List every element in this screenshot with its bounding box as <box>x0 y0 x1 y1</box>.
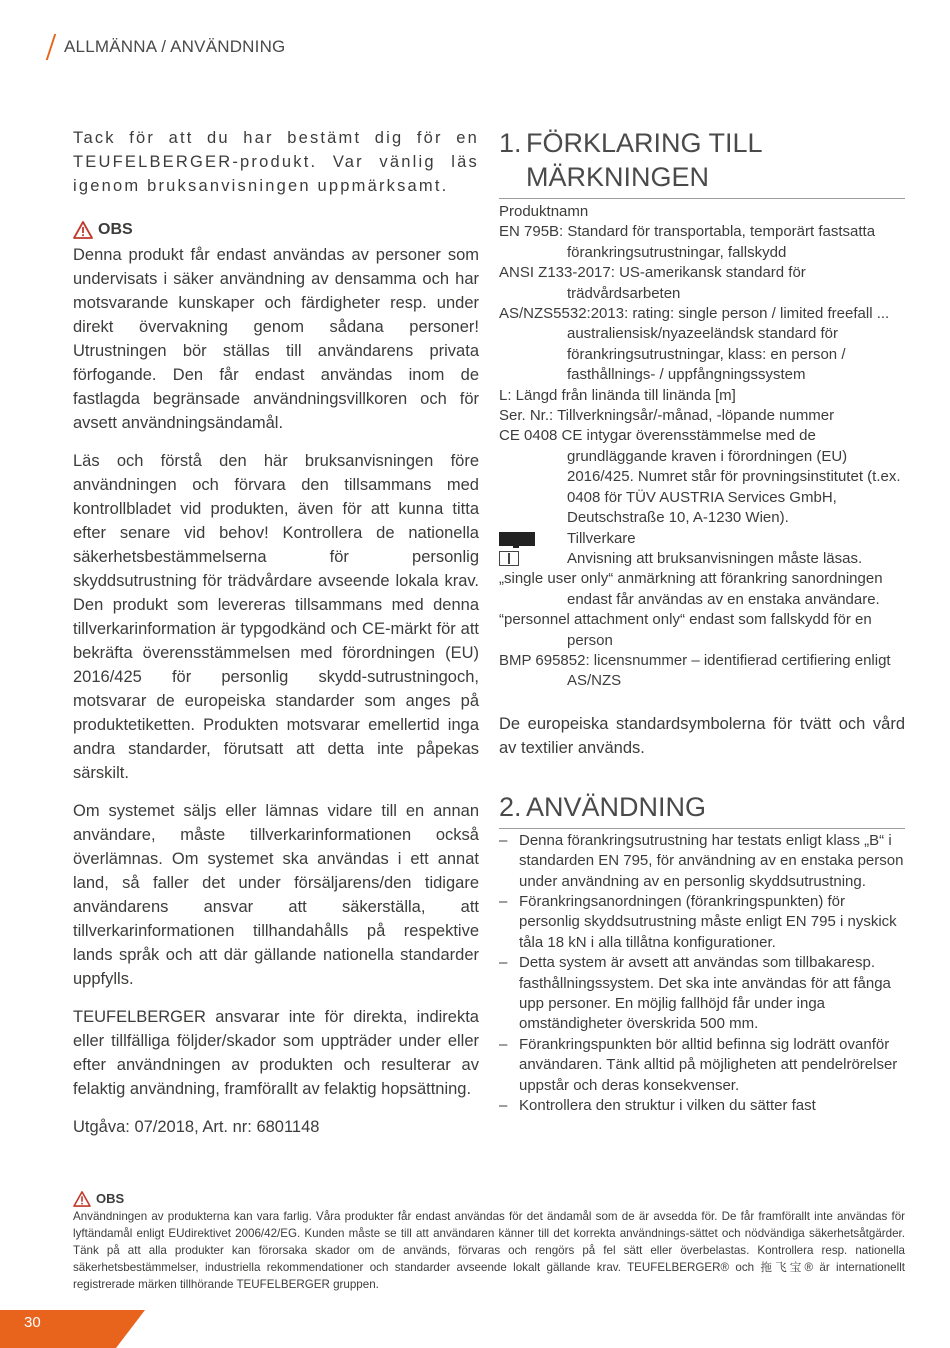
instructions-paragraph: Läs och förstå den här bruksanvisningen före användningen och förvara den tillsammans med kontrollbladet vid produkten, även för att kunna titta efter senare vid behov! Kontrollera de nationella säkerhetsbestämmelserna för personlig skyddsutrustning för trädvårdare avseende lokala krav. Den produkt som levereras tillsammans med denna tillverkarinformation är typgodkänd och CE-märkt för att bekräfta överensstämmelsen med förordningen (EU) 2016/425 för personlig skydd-sutrustningoch, motsvarar de europeiska standarder som anges på produktetiketten. Produkten motsvarar emellertid inga andra standarder, förutsatt att detta inte påpekas särskilt. <box>73 452 479 782</box>
definition-item-manual <box>499 549 905 569</box>
marking-definitions <box>499 202 905 692</box>
header-title: ALLMÄNNA / ANVÄNDNING <box>64 37 286 56</box>
left-column <box>73 126 479 1153</box>
right-column <box>499 126 905 1116</box>
warning-triangle-icon <box>73 221 93 239</box>
definition-item: BMP 695852: licensnummer – identifierad certifiering enligt AS/NZS <box>499 651 891 690</box>
resale-paragraph: Om systemet säljs eller lämnas vidare till en annan användare, måste tillverkarinformationen också överlämnas. Om systemet ska användas i ett annat land, så faller det under försäljarens/den tidigare användarens ansvar att säkerställa, att tillverkarinformationen tillhandahålls på respektive lands språk och att där gällande nationella standarder uppfylls. <box>73 802 479 988</box>
definition-item: „single user only“ anmärkning att förankring sanordningen endast får användas av en enstaka användare. <box>499 570 883 608</box>
list-item: – Kontrollera den struktur i vilken du sätter fast <box>499 1097 816 1115</box>
usage-bullet-list <box>499 831 905 1117</box>
page-header <box>50 33 285 61</box>
definition-item: EN 795B: Standard för transportabla, temporärt fastsatta förankringsutrustningar, fallskydd <box>499 223 876 261</box>
obs-heading <box>73 218 479 242</box>
intro-paragraph: Tack för att du har bestämt dig för en TEUFELBERGER-produkt. Var vänlig läs igenom bruksanvisningen uppmärksamt. <box>73 129 479 195</box>
footer-notice <box>73 1190 905 1293</box>
definition-item: AS/NZS5532:2013: rating: single person / limited freefall ... australiensisk/nyazeeländsk standard för förankringsutrustningar, klass: en person / fasthållnings- / uppfångningssystem <box>499 305 890 384</box>
list-item: – Denna förankringsutrustning har testats enligt klass „B“ i standarden EN 795, för användning av en enstaka person under användning av en personlig skyddsutrustning. <box>499 831 904 890</box>
section-1-title <box>499 126 905 199</box>
definition-text: Anvisning att bruksanvisningen måste läsas. <box>567 549 863 567</box>
teufelberger-logo-icon <box>499 532 535 546</box>
footer-obs-label: OBS <box>96 1191 125 1206</box>
section-1-heading: FÖRKLARING TILL MÄRKNINGEN <box>526 128 762 192</box>
definition-item: L: Längd från linända till linända [m] <box>499 386 736 404</box>
textile-symbols-paragraph: De europeiska standardsymbolerna för tvätt och vård av textilier används. <box>499 714 905 757</box>
obs-label: OBS <box>98 221 133 238</box>
footer-notice-text: Användningen av produkterna kan vara farlig. Våra produkter får endast användas för det ändamål som de är avsedda för. De får framförallt inte användas för lyftändamål enligt EUdirektivet 2006/42/EG. Kunden måste se till att användaren känner till det korrekta användnings-sättet och nödvändiga säkerhetsåtgärder. Tänk på att alla produkter kan förorsaka skador om de används, förvaras och rengörs på fel sätt eller överbelastas. Kontrollera resp. nationella säkerhetsbestämmelser, industriella rekommendationer och standarder avseende lokalt gällande krav. TEUFELBERGER® och 拖飞宝® är internationellt registrerade märken tillhörande TEUFELBERGER gruppen. <box>73 1210 905 1291</box>
definition-item: ANSI Z133-2017: US-amerikansk standard för trädvårdsarbeten <box>499 264 806 302</box>
manual-book-icon <box>499 551 519 566</box>
section-2-heading: ANVÄNDNING <box>526 791 707 822</box>
section-2-title <box>499 790 905 829</box>
definition-item: Produktnamn <box>499 203 589 220</box>
definition-item: Ser. Nr.: Tillverkningsår/-månad, -löpande nummer <box>499 407 835 425</box>
definition-text: Tillverkare <box>567 529 636 547</box>
list-item: – Förankringspunkten bör alltid befinna sig lodrätt ovanför användaren. Tänk alltid på möjligheten att pendelrörelser uppstår och deras konsekvenser. <box>499 1035 898 1094</box>
liability-paragraph: TEUFELBERGER ansvarar inte för direkta, indirekta eller tillfälliga följder/skador som uppträder under eller efter användningen av produkten och resulterar av felaktig användning, framförallt av felaktig hopsättning. <box>73 1008 479 1098</box>
warning-triangle-icon <box>73 1191 91 1207</box>
list-item: – Detta system är avsett att användas som tillbakaresp. fasthållningssystem. Det ska inte användas för att fånga upp personer. En möjlig fallhöjd får under inga omständigheter överskrida 500 mm. <box>499 954 891 1033</box>
section-2-number: 2. <box>499 791 522 822</box>
edition-text: Utgåva: 07/2018, Art. nr: 6801148 <box>73 1118 320 1136</box>
definition-item: “personnel attachment only“ endast som fallskydd för en person <box>499 611 872 649</box>
list-item: – Förankringsanordningen (förankringspunkten) för personlig skyddsutrustning måste enligt EN 795 i nyskick tåla 18 kN i alla tillåtna konfigurationer. <box>499 892 897 951</box>
header-slash-decoration <box>46 34 56 60</box>
definition-item: CE 0408 CE intygar överensstämmelse med de grundläggande kraven i förordningen (EU) 2016/425. Numret står för provningsinstitutet (t.ex. 0408 för TÜV AUSTRIA Services GmbH, Deutschstraße 10, A-1230 Wien). <box>499 427 901 527</box>
definition-item-manufacturer <box>499 529 905 549</box>
obs-text: Denna produkt får endast användas av personer som undervisats i säker användning av densamma och har motsvarande kunskaper och färdigheter resp. under direkt övervakning genom sådana personer! Utrustningen bör ställas till användarens privata förfogande. Den får endast användas inom de fastlagda begränsade användningsvillkoren och för avsett användningsändamål. <box>73 246 479 432</box>
section-1-number: 1. <box>499 128 522 158</box>
page-number-tab <box>0 1310 145 1348</box>
footer-obs-heading <box>73 1190 905 1207</box>
page-number: 30 <box>24 1314 41 1331</box>
